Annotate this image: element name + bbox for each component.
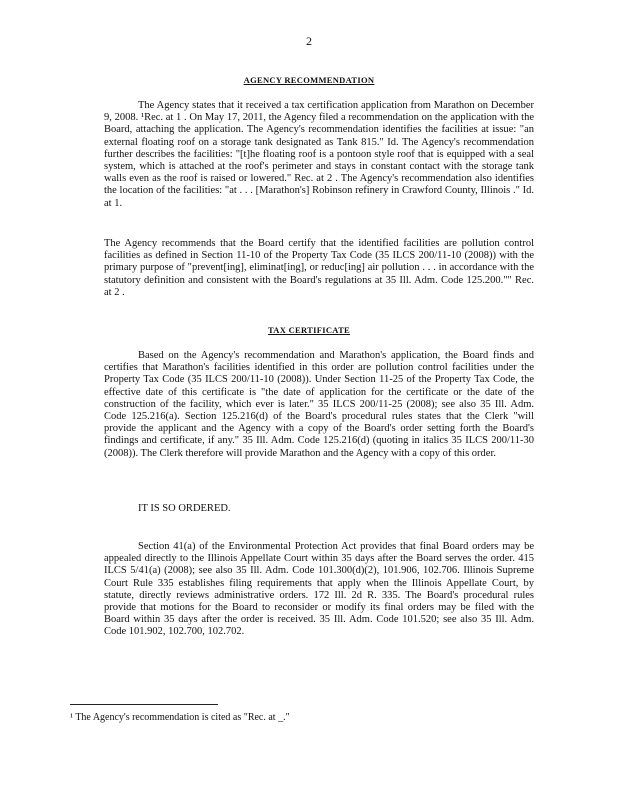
section-heading-tax-certificate — [0, 325, 618, 335]
footnote-divider — [70, 704, 218, 705]
footnote: ¹ The Agency's recommendation is cited as "Rec. at _." — [70, 712, 290, 723]
page-number: 2 — [306, 34, 312, 48]
paragraph-agency-states: The Agency states that it received a tax certification application from Marathon on December 9, 2008. ¹Rec. at 1 . On May 17, 2011, the Agency filed a recommendation on the application with the Board, attaching the application. The Agency's recommendation identifies the facilities at issue: "an external floating roof on a storage tank designated as Tank 815." Id. The Agency's recommendation further describes the facilities: "[t]he floating roof is a pontoon style roof that is equipped with a seal system, which is attached at the roof's perimeter and stays in constant contact with the storage tank walls even as the roof is raised or lowered." Rec. at 2 . The Agency's recommendation also identifies the location of the facilities: "at . . . [Marathon's] Robinson refinery in Crawford County, Illinois ." Id. at 1. — [104, 100, 534, 209]
paragraph-board-finds: Based on the Agency's recommendation and Marathon's application, the Board finds and certifies that Marathon's facilities identified in this order are pollution control facilities under the Property Tax Code (35 ILCS 200/11-10 (2008)). Under Section 11-25 of the Property Tax Code, the effective date of this certificate is "the date of application for the certificate or the date of the construction of the facility, which ever is later." 35 ILCS 200/11-25 (2008); see also 35 Ill. Adm. Code 125.216(a). Section 125.216(d) of the Board's procedural rules states that the Clerk "will provide the applicant and the Agency with a copy of the Board's order setting forth the Board's findings and certificate, if any." 35 Ill. Adm. Code 125.216(d) (quoting in italics 35 ILCS 200/11-30 (2008)). The Clerk therefore will provide Marathon and the Agency with a copy of this order. — [104, 350, 534, 459]
paragraph-agency-recommends: The Agency recommends that the Board certify that the identified facilities are pollution control facilities as defined in Section 11-10 of the Property Tax Code (35 ILCS 200/11-10 (2008)) with the primary purpose of "prevent[ing], eliminat[ing], or reduc[ing] air pollution . . . in accordance with the statutory definition and consistent with the Board's regulations at 35 Ill. Adm. Code 125.200."" Rec. at 2 . — [104, 238, 534, 298]
section-heading-agency-recommendation — [0, 75, 618, 85]
paragraph-so-ordered: IT IS SO ORDERED. — [138, 503, 231, 514]
heading-text: TAX CERTIFICATE — [267, 325, 351, 335]
heading-text: AGENCY RECOMMENDATION — [243, 75, 375, 85]
paragraph-appeal-rights: Section 41(a) of the Environmental Protection Act provides that final Board orders may be appealed directly to the Illinois Appellate Court within 35 days after the Board serves the order. 415 ILCS 5/41(a) (2008); see also 35 Ill. Adm. Code 101.300(d)(2), 101.906, 102.706. Illinois Supreme Court Rule 335 establishes filing requirements that apply when the Illinois Appellate Court, by statute, directly reviews administrative orders. 172 Ill. 2d R. 335. The Board's procedural rules provide that motions for the Board to reconsider or modify its final orders may be filed with the Board within 35 days after the order is received. 35 Ill. Adm. Code 101.520; see also 35 Ill. Adm. Code 101.902, 102.700, 102.702. — [104, 541, 534, 638]
